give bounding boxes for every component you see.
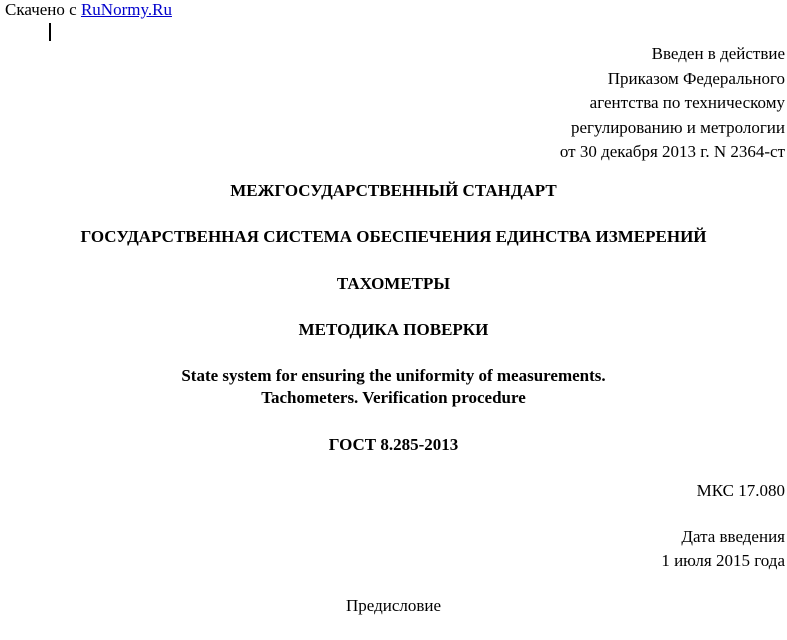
english-title xyxy=(0,365,787,409)
gost-number: ГОСТ 8.285-2013 xyxy=(328,435,459,454)
source-link[interactable]: RuNormy.Ru xyxy=(80,0,172,19)
foreword-heading: Предисловие xyxy=(345,596,442,615)
introduction-date: 1 июля 2015 года xyxy=(661,551,785,570)
approval-line: регулированию и метрологии xyxy=(570,117,785,137)
introduction-date-label: Дата введения xyxy=(681,527,785,546)
english-title-line: State system for ensuring the uniformity of measurements. xyxy=(181,366,606,385)
approval-line: Введен в действие xyxy=(651,44,785,63)
mks-code: МКС 17.080 xyxy=(696,481,785,500)
approval-line: агентства по техническому xyxy=(589,93,785,112)
system-heading: ГОСУДАРСТВЕННАЯ СИСТЕМА ОБЕСПЕЧЕНИЯ ЕДИНСТВА ИЗМЕРЕНИЙ xyxy=(80,227,707,246)
approval-block xyxy=(560,42,785,165)
approval-line: Приказом Федерального xyxy=(607,68,785,88)
standard-heading: МЕЖГОСУДАРСТВЕННЫЙ СТАНДАРТ xyxy=(230,181,557,200)
document-title: ТАХОМЕТРЫ xyxy=(336,274,451,293)
source-prefix: Скачено с xyxy=(5,0,81,19)
method-heading: МЕТОДИКА ПОВЕРКИ xyxy=(298,320,489,339)
introduction-date-block xyxy=(661,525,785,573)
approval-line: от 30 декабря 2013 г. N 2364-ст xyxy=(559,142,785,161)
text-cursor xyxy=(49,23,51,41)
english-title-line: Tachometers. Verification procedure xyxy=(261,388,526,407)
source-line xyxy=(5,0,172,20)
